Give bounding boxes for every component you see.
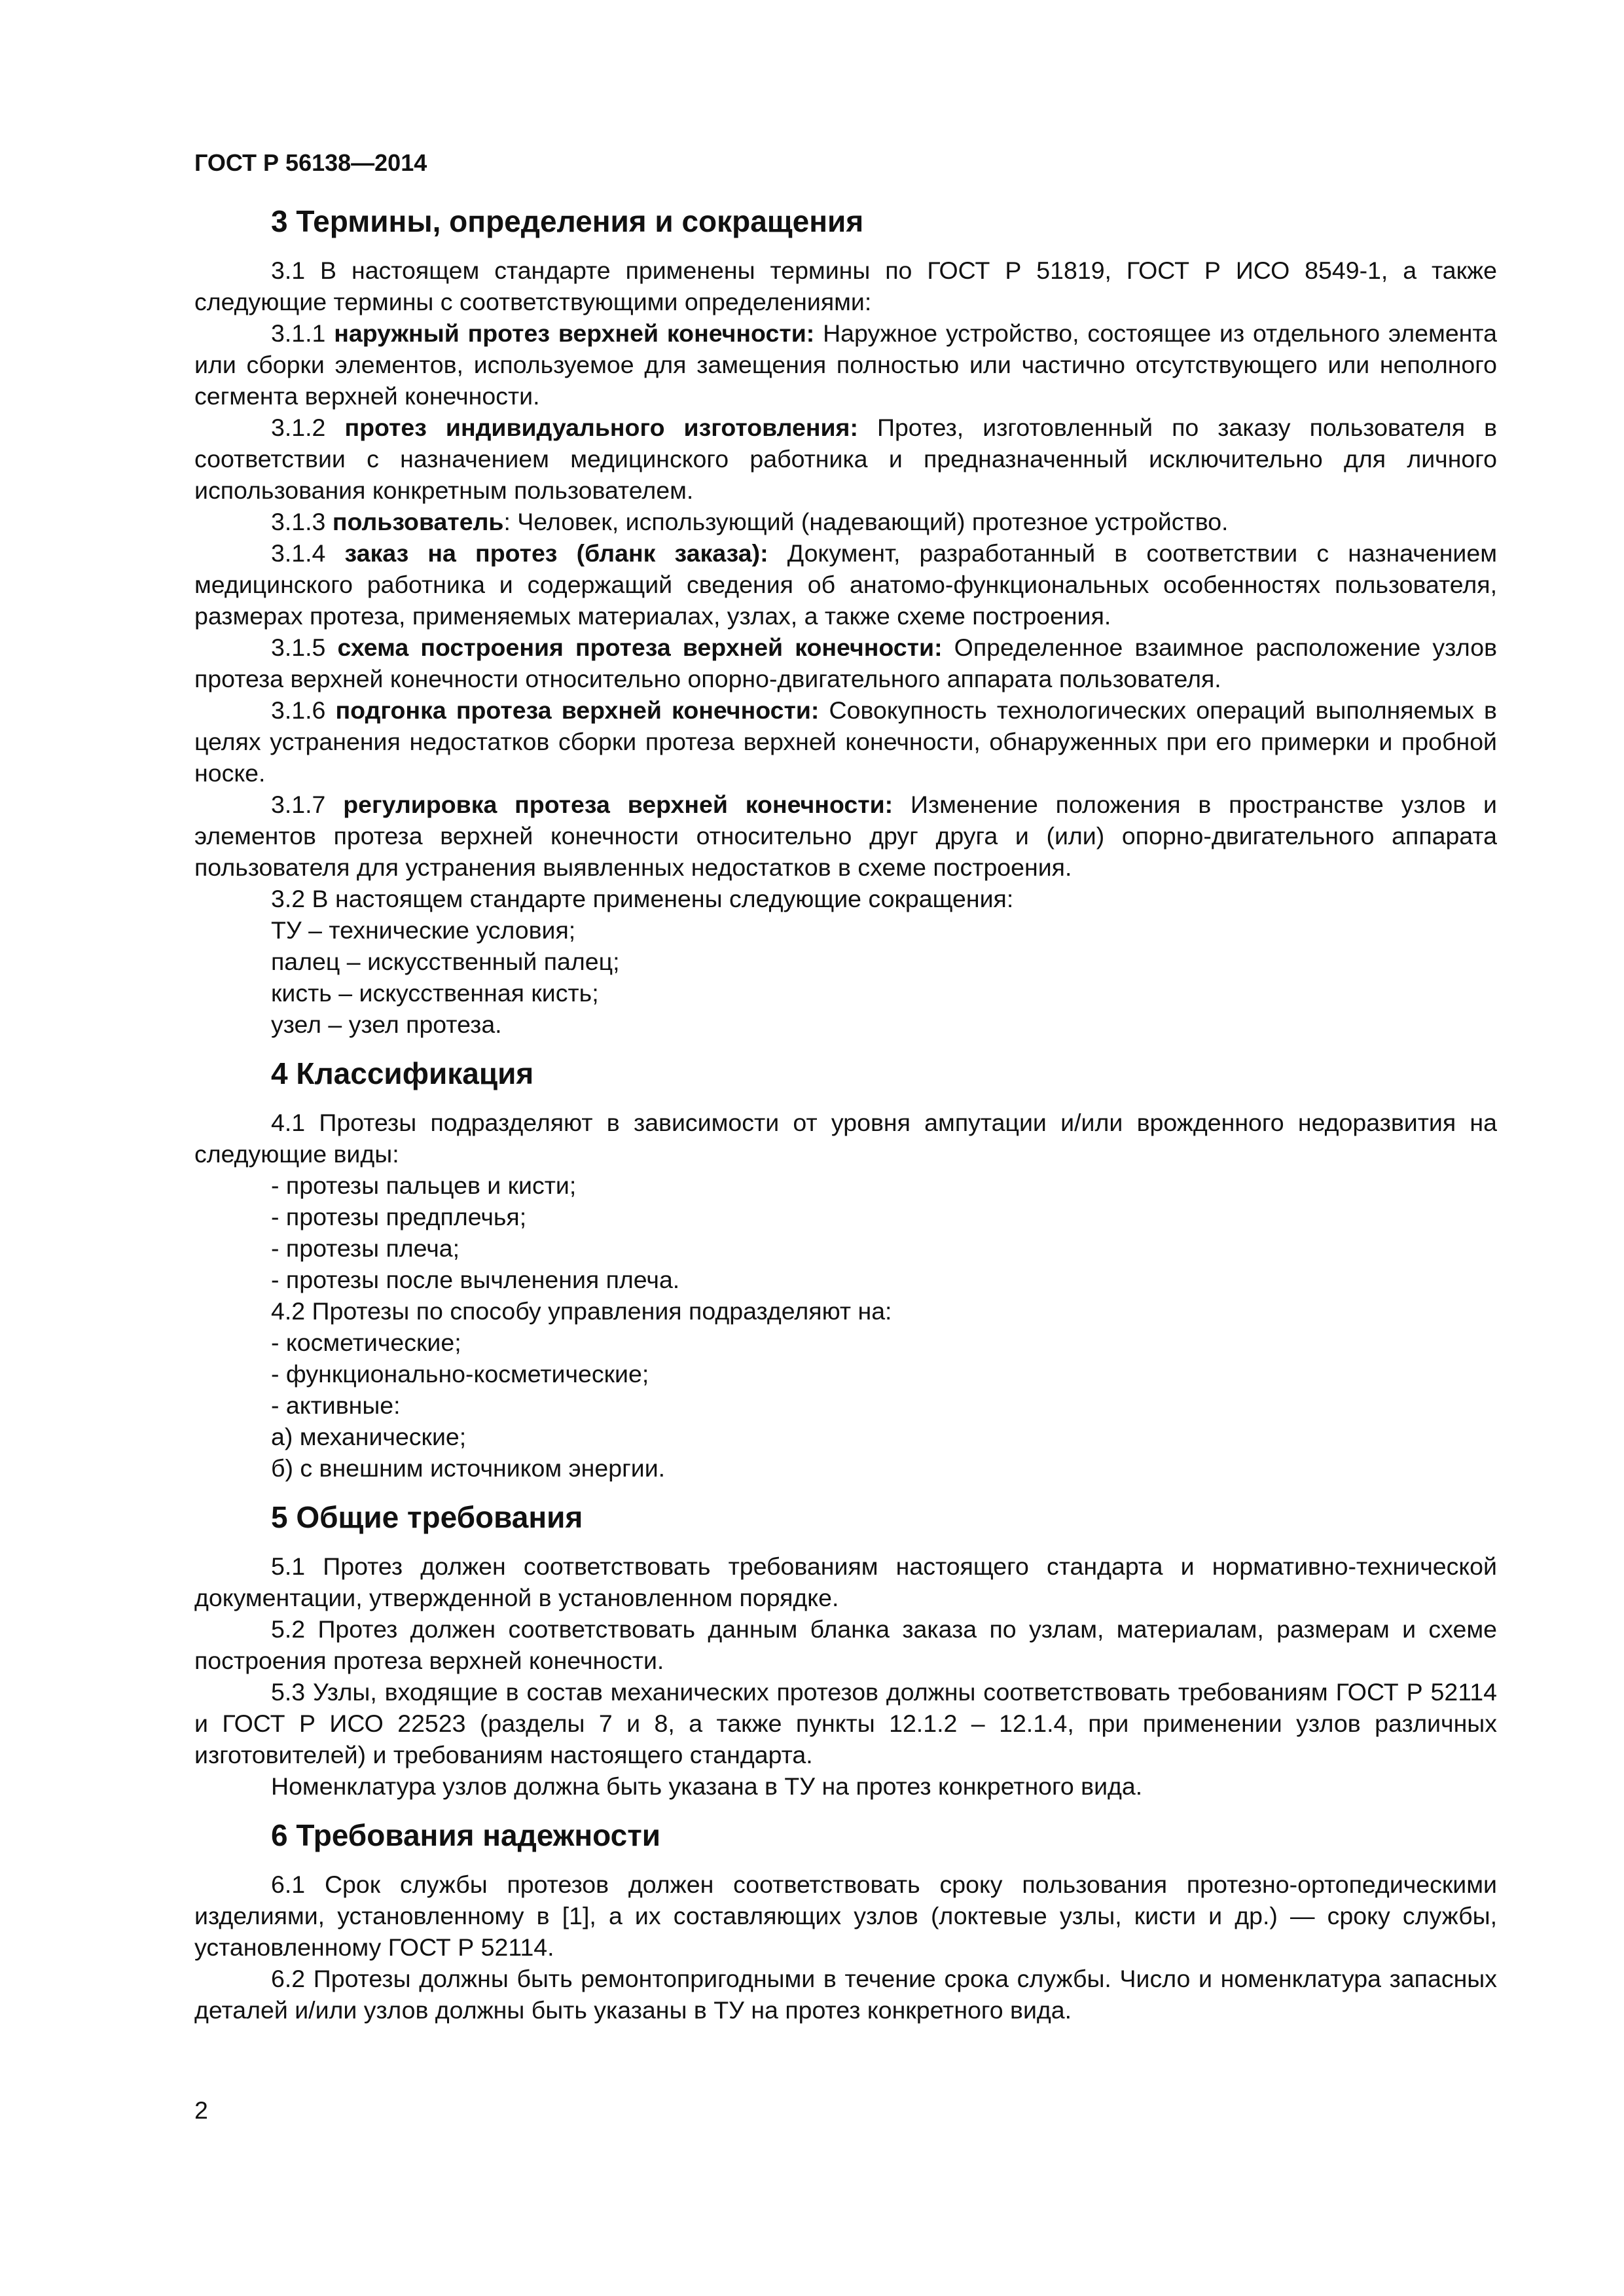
- paragraph-3-1: 3.1 В настоящем стандарте применены термины по ГОСТ Р 51819, ГОСТ Р ИСО 8549-1, а также следующие термины с соответствующими определениями:: [194, 257, 1497, 315]
- term-3-1-1: [194, 317, 1497, 412]
- page-number: 2: [194, 2096, 208, 2124]
- term-definition: Совокупность технологических операций выполняемых в целях устранения недостатков сборки протеза верхней конечности, обнаруженных при его примерки и пробной носке.: [194, 696, 1497, 787]
- paragraph-5-3-note: Номенклатура узлов должна быть указана в ТУ на протез конкретного вида.: [271, 1772, 1143, 1800]
- paragraph-4-1: 4.1 Протезы подразделяют в зависимости от уровня ампутации и/или врожденного недоразвития на следующие виды:: [194, 1109, 1497, 1168]
- document-page: [194, 147, 1497, 2026]
- paragraph-5-2: 5.2 Протез должен соответствовать данным бланка заказа по узлам, материалам, размерам и схеме построения протеза верхней конечности.: [194, 1615, 1497, 1674]
- term-3-1-7: [194, 789, 1497, 883]
- term-definition: Протез, изготовленный по заказу пользователя в соответствии с назначением медицинского работника и предназначенный исключительно для личного использования конкретным пользователем.: [194, 414, 1498, 504]
- list-item: - протезы после вычленения плеча.: [271, 1266, 680, 1293]
- section-3-title: 3 Термины, определения и сокращения: [271, 204, 864, 238]
- term-definition: Документ, разработанный в соответствии с назначением медицинского работника и содержащий сведения об анатомо-функциональных особенностях пользователя, размерах протеза, применяемых материалах, узлах, а также схеме построения.: [194, 539, 1497, 630]
- term-name: схема построения протеза верхней конечности:: [337, 634, 943, 661]
- term-number: 3.1.7: [271, 791, 344, 818]
- list-item: - протезы предплечья;: [271, 1203, 527, 1230]
- paragraph-5-3: 5.3 Узлы, входящие в состав механических протезов должны соответствовать требованиям ГОСТ Р 52114 и ГОСТ Р ИСО 22523 (разделы 7 и 8, а также пункты 12.1.2 – 12.1.4, при применении узлов различных изготовителей) и требованиям настоящего стандарта.: [194, 1678, 1497, 1768]
- term-3-1-6: [194, 694, 1497, 789]
- paragraph-6-2: 6.2 Протезы должны быть ремонтопригодными в течение срока службы. Число и номенклатура запасных деталей и/или узлов должны быть указаны в ТУ на протез конкретного вида.: [194, 1965, 1497, 2024]
- paragraph-4-2: 4.2 Протезы по способу управления подразделяют на:: [271, 1297, 892, 1325]
- list-item: - функционально-косметические;: [271, 1360, 649, 1388]
- list-item: - протезы плеча;: [271, 1234, 460, 1262]
- section-5-title: 5 Общие требования: [271, 1500, 583, 1534]
- abbreviation-item: ТУ – технические условия;: [271, 916, 576, 944]
- section-4-title: 4 Классификация: [271, 1056, 534, 1090]
- term-3-1-5: [194, 632, 1497, 694]
- abbreviation-item: узел – узел протеза.: [271, 1011, 502, 1038]
- term-name: пользователь: [332, 508, 504, 535]
- section-6-title: 6 Требования надежности: [271, 1818, 661, 1852]
- term-definition: : Человек, использующий (надевающий) протезное устройство.: [503, 508, 1229, 535]
- term-name: подгонка протеза верхней конечности:: [335, 696, 820, 724]
- term-number: 3.1.4: [271, 539, 345, 567]
- term-number: 3.1.3: [271, 508, 333, 535]
- term-name: заказ на протез (бланк заказа):: [344, 539, 768, 567]
- term-definition: Изменение положения в пространстве узлов и элементов протеза верхней конечности относительно друг друга и (или) опорно-двигательного аппарата пользователя для устранения выявленных недостатков в схеме построения.: [194, 791, 1497, 881]
- paragraph-6-1: 6.1 Срок службы протезов должен соответствовать сроку пользования протезно-ортопедическими изделиями, установленному в [1], а их составляющих узлов (локтевые узлы, кисти и др.) — сроку службы, установленному ГОСТ Р 52114.: [194, 1871, 1497, 1961]
- term-number: 3.1.6: [271, 696, 336, 724]
- term-name: наружный протез верхней конечности:: [334, 319, 815, 347]
- abbreviation-item: кисть – искусственная кисть;: [271, 979, 599, 1007]
- term-name: протез индивидуального изготовления:: [344, 414, 858, 441]
- list-item: - косметические;: [271, 1329, 461, 1356]
- list-item: б) с внешним источником энергии.: [271, 1454, 666, 1482]
- term-number: 3.1.1: [271, 319, 334, 347]
- paragraph-3-2: 3.2 В настоящем стандарте применены следующие сокращения:: [271, 885, 1014, 912]
- list-item: - активные:: [271, 1391, 401, 1419]
- term-number: 3.1.2: [271, 414, 345, 441]
- term-3-1-3: [194, 506, 1497, 537]
- paragraph-5-1: 5.1 Протез должен соответствовать требованиям настоящего стандарта и нормативно-технической документации, утвержденной в установленном порядке.: [194, 1552, 1497, 1611]
- list-item: а) механические;: [271, 1423, 467, 1450]
- term-definition: Наружное устройство, состоящее из отдельного элемента или сборки элементов, используемое для замещения полностью или частично отсутствующего или неполного сегмента верхней конечности.: [194, 319, 1497, 410]
- term-name: регулировка протеза верхней конечности:: [343, 791, 893, 818]
- term-number: 3.1.5: [271, 634, 338, 661]
- term-3-1-2: [194, 412, 1497, 506]
- abbreviation-item: палец – искусственный палец;: [271, 948, 620, 975]
- list-item: - протезы пальцев и кисти;: [271, 1172, 577, 1199]
- term-definition: Определенное взаимное расположение узлов протеза верхней конечности относительно опорно-двигательного аппарата пользователя.: [194, 634, 1497, 692]
- document-code-header: ГОСТ Р 56138—2014: [194, 149, 427, 176]
- term-3-1-4: [194, 537, 1497, 632]
